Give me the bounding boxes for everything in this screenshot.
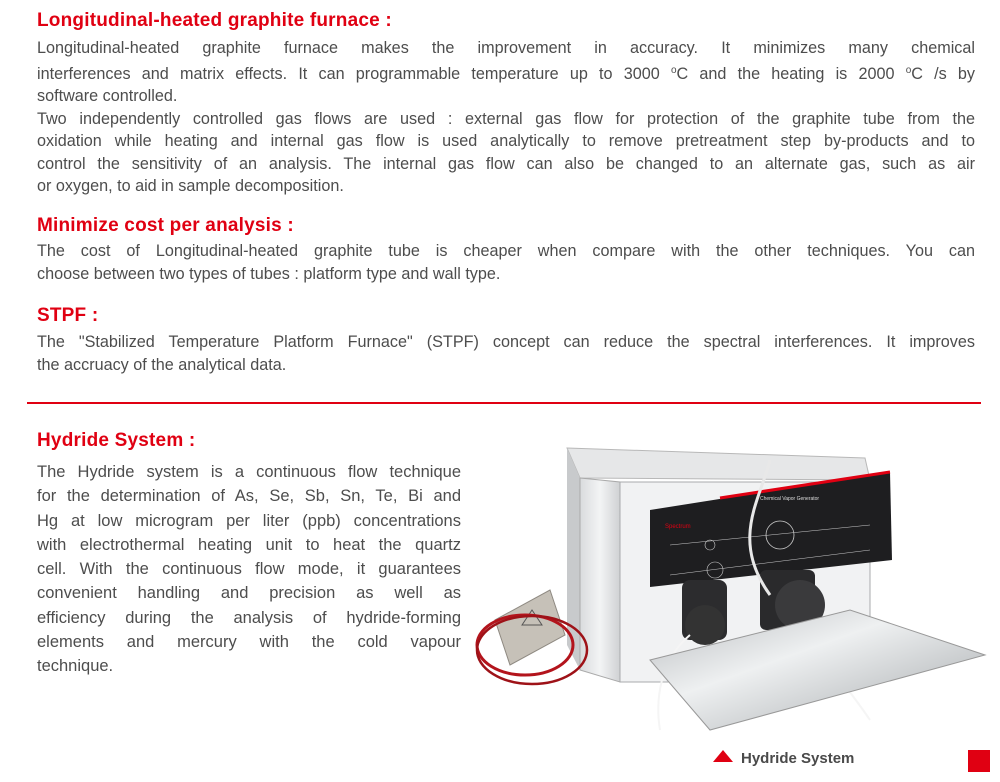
text-line: for the determination of As, Se, Sb, Sn, Te, Bi and (37, 487, 461, 506)
paragraph-stpf (37, 331, 975, 376)
heading-hydride-system: Hydride System : (37, 430, 196, 451)
red-square-marker (968, 750, 990, 772)
triangle-up-icon (713, 750, 733, 762)
heading-minimize-cost: Minimize cost per analysis : (37, 215, 294, 236)
text-line: oxidation while heating and internal gas flow is used analytically to remove pretreatment step by-products and to (37, 132, 975, 150)
text-line: Two independently controlled gas flows are used : external gas flow for protection of the graphite tube from the (37, 109, 975, 128)
heading-graphite-furnace: Longitudinal-heated graphite furnace : (37, 10, 392, 31)
text-line: control the sensitivity of an analysis. The internal gas flow can also be changed to an alternate gas, such as air (37, 154, 975, 173)
text-line: cell. With the continuous flow mode, it guarantees (37, 560, 461, 579)
text-line: The Hydride system is a continuous flow technique (37, 463, 461, 481)
text-line: choose between two types of tubes : platform type and wall type. (37, 264, 501, 283)
text-line: elements and mercury with the cold vapour (37, 633, 461, 652)
text-line: The "Stabilized Temperature Platform Furnace" (STPF) concept can reduce the spectral interferences. It improves (37, 333, 975, 351)
text-line: the accruacy of the analytical data. (37, 355, 287, 374)
heading-stpf: STPF : (37, 305, 99, 326)
text-line: efficiency during the analysis of hydride-forming (37, 608, 461, 627)
text-line: software controlled. (37, 87, 178, 105)
text-line-temperature: interferences and matrix effects. It can programmable temperature up to 3000 $^o$C and the heating is 2000 $^o$C /s by (37, 64, 976, 83)
text-line: or oxygen, to aid in sample decomposition. (37, 177, 344, 195)
paragraph-graphite-furnace (37, 37, 975, 198)
section-divider (27, 402, 981, 404)
figure-caption: Hydride System (713, 750, 854, 767)
text-line: convenient handling and precision as well as (37, 584, 461, 603)
text-line: with electrothermal heating unit to heat the quartz (37, 535, 461, 554)
hydride-system-image (470, 420, 990, 750)
text-line: The cost of Longitudinal-heated graphite tube is cheaper when compare with the other techniques. You can (37, 242, 975, 260)
text-line: technique. (37, 657, 114, 676)
brand-label: Spectrum (665, 524, 691, 530)
paragraph-hydride-system (37, 460, 461, 679)
text-line: Hg at low microgram per liter (ppb) concentrations (37, 511, 461, 530)
paragraph-minimize-cost (37, 240, 975, 285)
text-line: Longitudinal-heated graphite furnace makes the improvement in accuracy. It minimizes many chemical (37, 39, 975, 57)
panel-title: Chemical Vapor Generator (760, 496, 820, 502)
